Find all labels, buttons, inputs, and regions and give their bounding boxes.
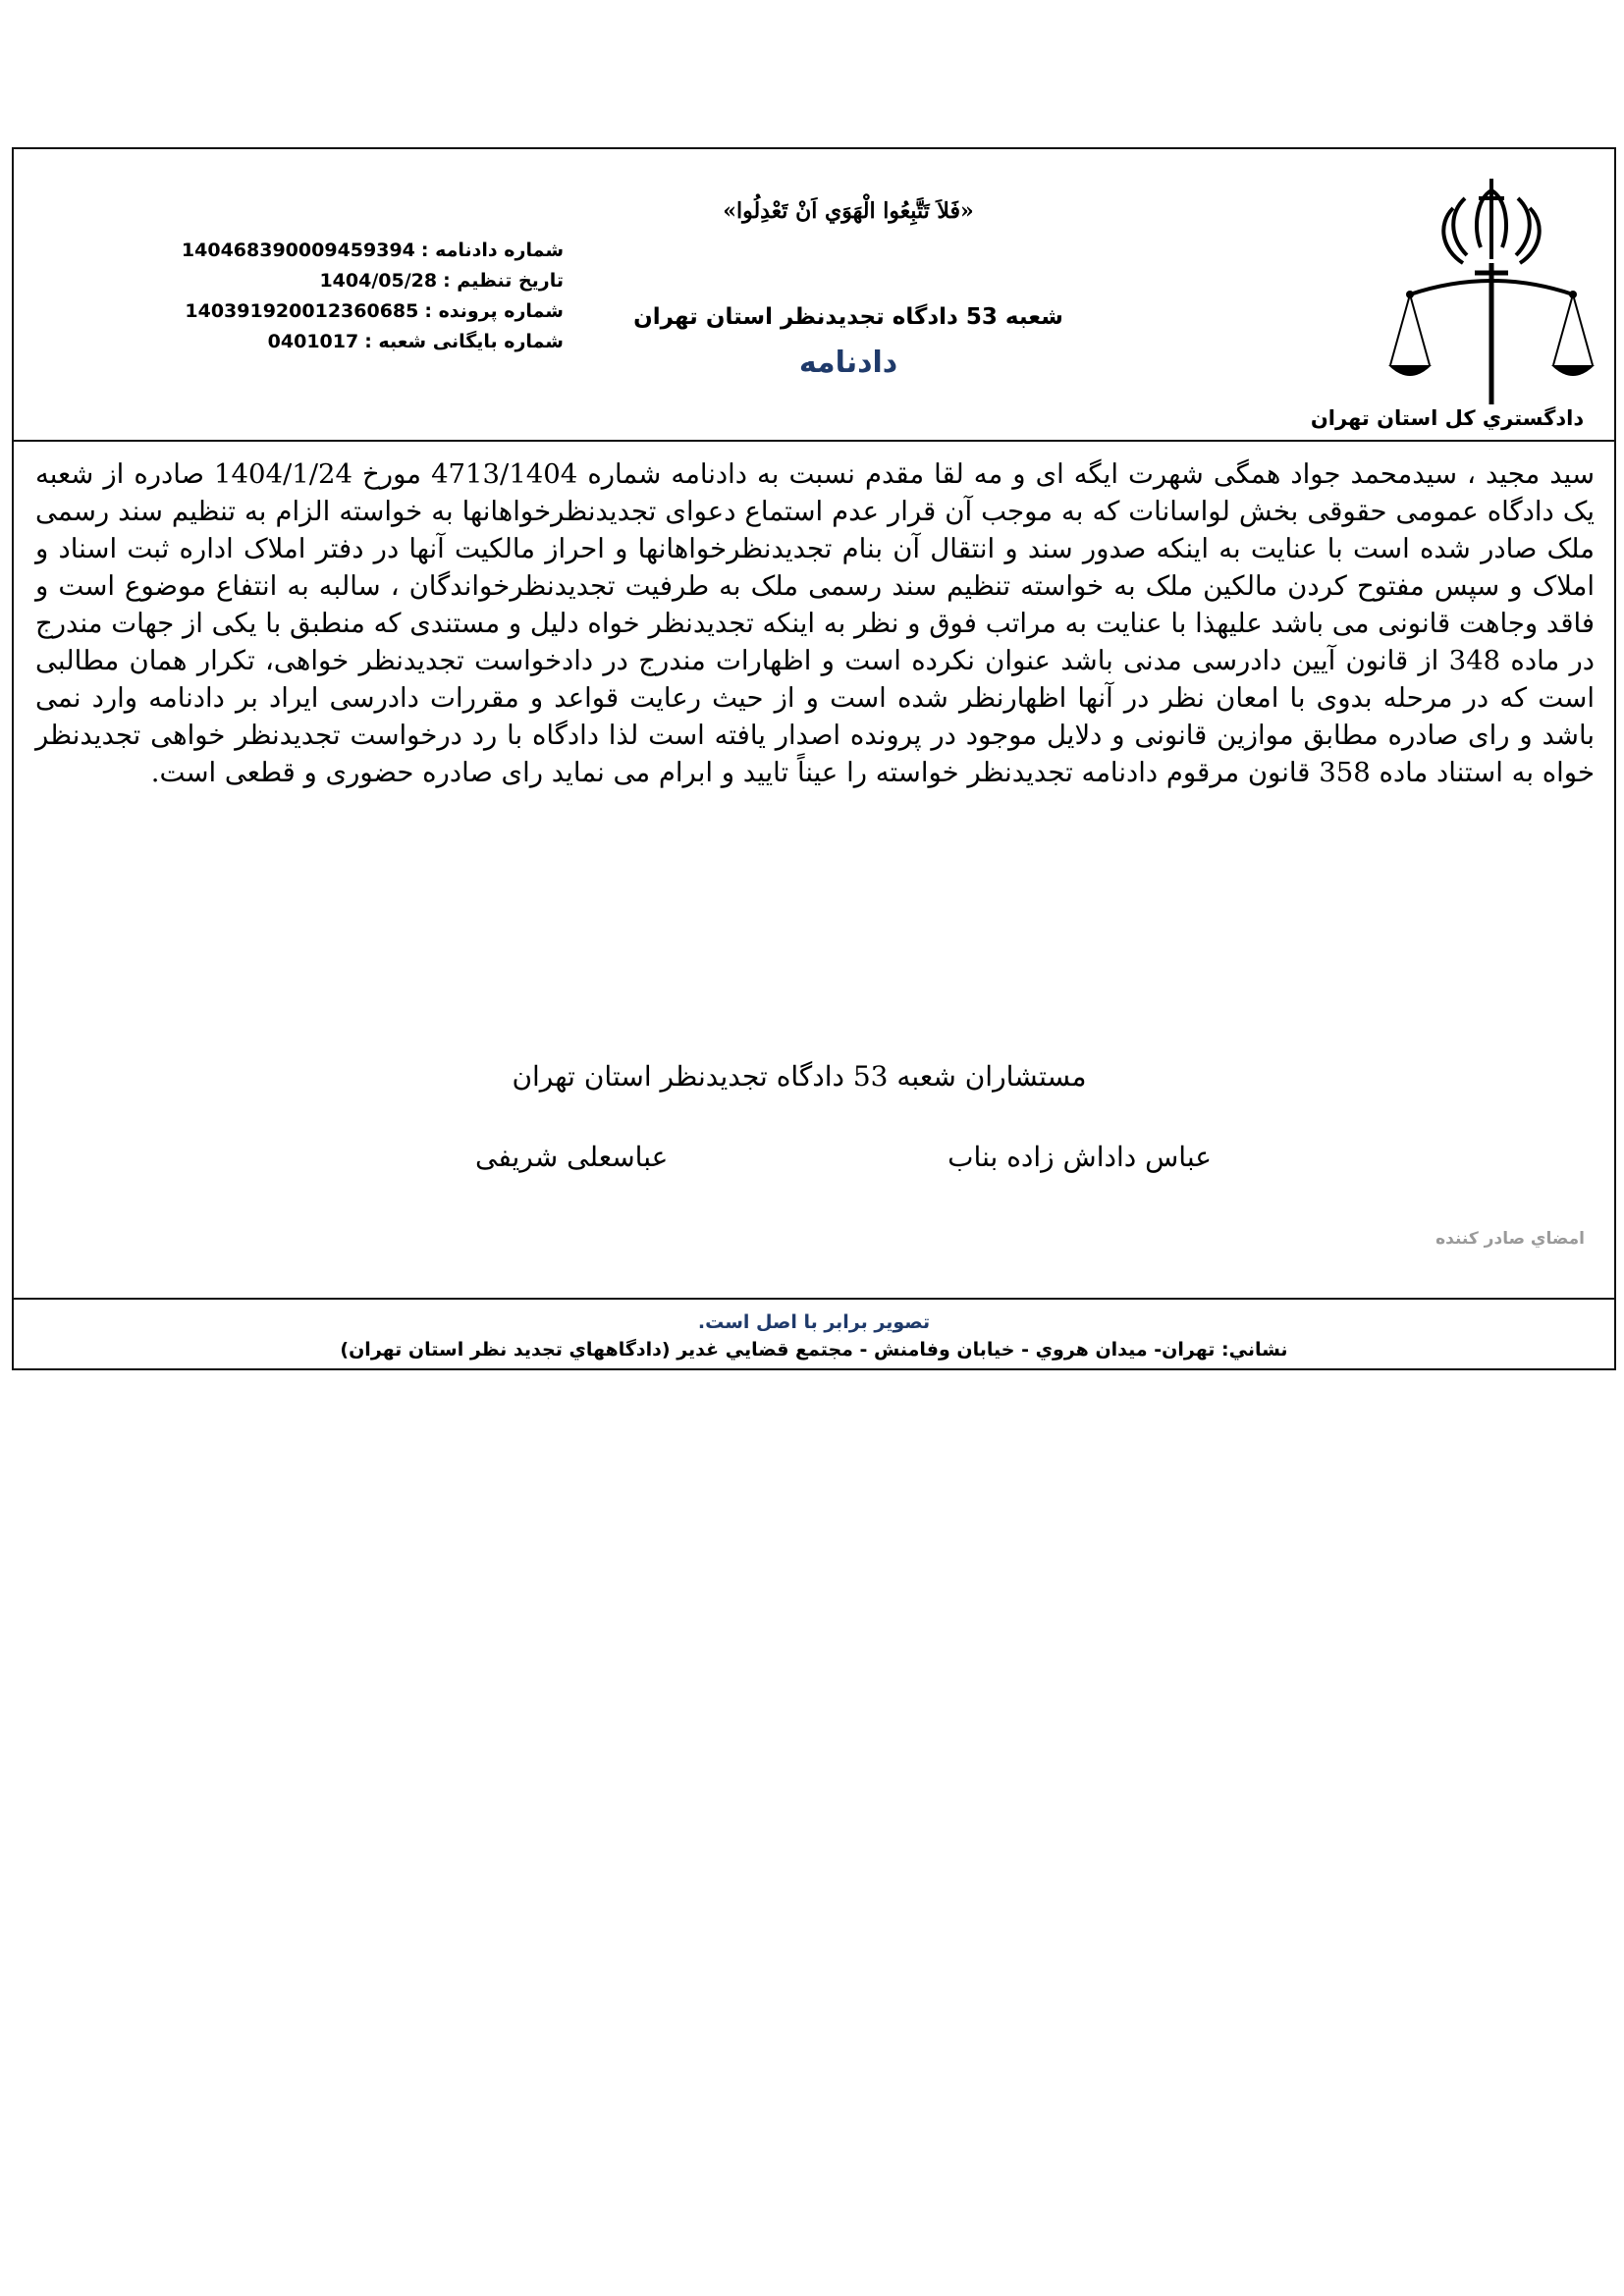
meta-value: 1404/05/28 — [319, 270, 438, 292]
verdict-body — [35, 455, 1595, 791]
meta-value: 140391920012360685 — [185, 300, 419, 322]
motto-verse: «فَلاَ تَتَّبِعُوا الْهَوَي اَنْ تَعْدِلُوا» — [723, 198, 974, 224]
verdict-paragraph: سید مجید ، سیدمحمد جواد همگی شهرت ایگه ای و مه لقا مقدم نسبت به دادنامه شماره 4713/1404 مورخ 1404/1/24 صادره از شعبه یک دادگاه عمومی حقوقی بخش لواسانات که به موجب آن قرار عدم استماع دعوای تجدیدنظرخواهانها به خواسته الزام به تنظیم سند رسمی ملک صادر شده است با عنایت به اینکه صدور سند و انتقال آن بنام تجدیدنظرخواهانها و احراز مالکیت آنها در دفتر املاک اداره ثبت اسناد و املاک و سپس مفتوح کردن مالکین ملک به خواسته تنظیم سند رسمی ملک به طرفیت تجدیدنظرخواندگان ، سالبه به انتفاع موضوع است و فاقد وجاهت قانونی می باشد علیهذا با عنایت به مراتب فوق و نظر به اینکه تجدیدنظر خواه دلیل و مستندی که منطبق با یکی از جهات مندرج در ماده 348 از قانون آیین دادرسی مدنی باشد عنوان نکرده است و اظهارات مندرج در دادخواست تجدیدنظر خواهی، تکرار همان مطالبی است که در مرحله بدوی با امعان نظر در آنها اظهارنظر شده است و از حیث رعایت قواعد و مقررات دادرسی ایراد بر دادنامه وارد نمی باشد و رای صادره مطابق موازین قانونی و دلایل موجود در پرونده اصدار یافته است لذا دادگاه با رد درخواست تجدیدنظر خواهی تجدیدنظر خواه به استناد ماده 358 قانون مرقوم دادنامه تجدیدنظر خواسته را عیناً تایید و ابرام می نماید رای صادره حضوری و قطعی است. — [35, 458, 1596, 788]
certified-copy-note: تصویر برابر با اصل است. — [697, 1311, 931, 1333]
meta-row-case-number — [151, 296, 564, 327]
meta-value: 0401017 — [267, 331, 359, 352]
document-title: دادنامه — [798, 346, 898, 380]
court-name: دادگستري کل استان تهران — [1310, 406, 1585, 430]
court-branch: شعبه 53 دادگاه تجدیدنظر استان تهران — [633, 304, 1063, 330]
judge-name-2: عباسعلی شریفی — [475, 1141, 669, 1173]
document-frame — [12, 147, 1616, 1370]
meta-value: 140468390009459394 — [181, 240, 415, 261]
court-address: نشاني: تهران- ميدان هروي - خيابان وفامنش - مجتمع قضايي غدير (دادگاههاي تجديد نظر استان تهران) — [340, 1339, 1288, 1361]
judges-names — [426, 1141, 1212, 1180]
meta-label: تاریخ تنظیم : — [443, 270, 564, 292]
case-metadata — [151, 236, 564, 357]
judge-name-1: عباس داداش زاده بناب — [947, 1141, 1212, 1173]
meta-label: شماره پرونده : — [424, 300, 564, 322]
header-divider — [14, 440, 1614, 442]
signer-label: امضاي صادر کننده — [1435, 1229, 1585, 1249]
meta-label: شماره بایگانی شعبه : — [364, 331, 564, 352]
judiciary-emblem-icon — [1388, 169, 1595, 414]
meta-row-issue-date — [151, 266, 564, 296]
meta-label: شماره دادنامه : — [420, 240, 564, 261]
meta-row-archive-number — [151, 327, 564, 357]
meta-row-verdict-number — [151, 236, 564, 266]
footer-divider — [14, 1298, 1614, 1300]
signing-panel-title: مستشاران شعبه 53 دادگاه تجدیدنظر استان تهران — [512, 1060, 1087, 1093]
